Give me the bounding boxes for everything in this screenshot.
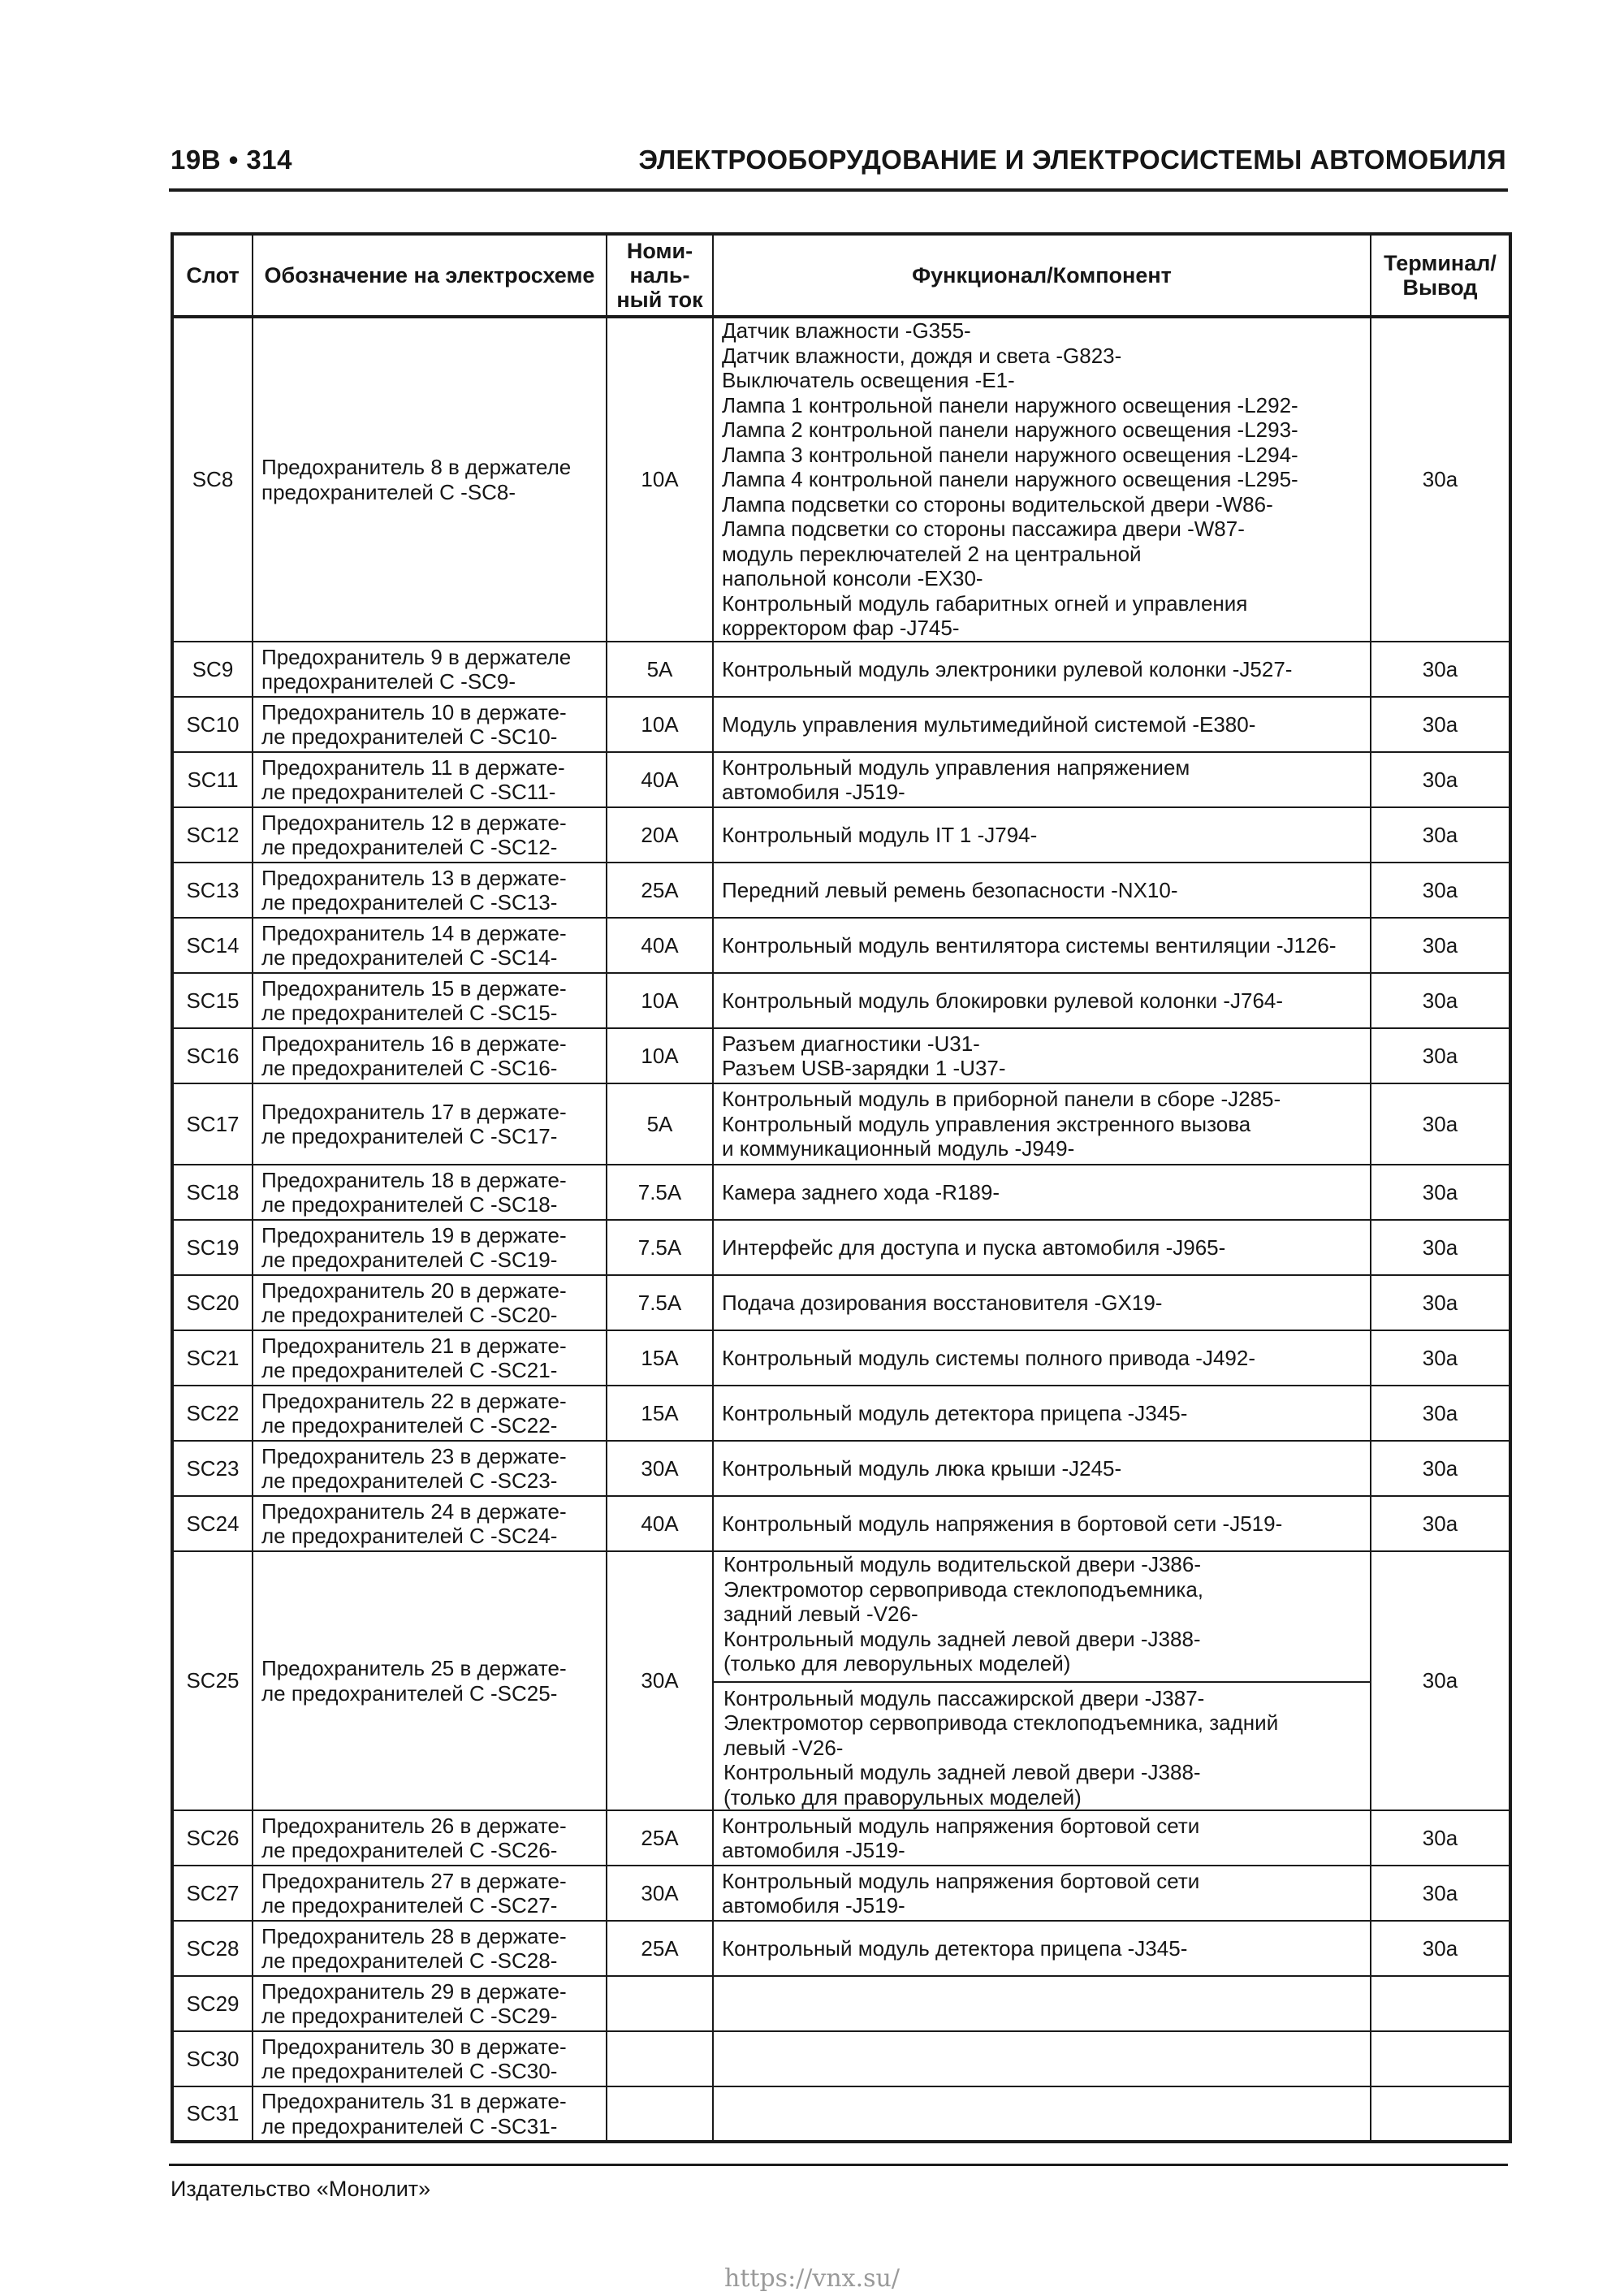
- cell-slot: SC25: [172, 1551, 253, 1810]
- cell-slot: SC16: [172, 1028, 253, 1083]
- cell-designation: Предохранитель 15 в держате- ле предохранителей С -SC15-: [253, 973, 607, 1028]
- cell-designation: Предохранитель 29 в держате- ле предохранителей С -SC29-: [253, 1976, 607, 2031]
- cell-designation: Предохранитель 18 в держате- ле предохранителей С -SC18-: [253, 1165, 607, 1220]
- column-header-current: Номи- наль- ный ток: [607, 234, 713, 317]
- cell-function: Разъем диагностики -U31- Разъем USB-зарядки 1 -U37-: [713, 1028, 1371, 1083]
- fuse-table: [171, 232, 1512, 2143]
- publisher-name: Издательство «Монолит»: [171, 2177, 431, 2201]
- cell-function: Контрольный модуль напряжения в бортовой сети -J519-: [713, 1496, 1371, 1551]
- cell-terminal: 30a: [1371, 1866, 1510, 1921]
- table-row: [172, 863, 1510, 918]
- cell-current: 25A: [607, 1810, 713, 1866]
- cell-terminal: 30a: [1371, 1551, 1510, 1810]
- cell-terminal: [1371, 2086, 1510, 2142]
- cell-designation: Предохранитель 19 в держате- ле предохранителей С -SC19-: [253, 1220, 607, 1275]
- cell-terminal: 30a: [1371, 863, 1510, 918]
- footer-rule: [169, 2164, 1508, 2166]
- table-row: [172, 1386, 1510, 1441]
- table-row: [172, 1165, 1510, 1220]
- cell-slot: SC13: [172, 863, 253, 918]
- cell-slot: SC29: [172, 1976, 253, 2031]
- cell-current: 5A: [607, 1083, 713, 1165]
- cell-terminal: 30a: [1371, 317, 1510, 642]
- cell-current: 10A: [607, 1028, 713, 1083]
- cell-function: [713, 1551, 1371, 1810]
- cell-function: Подача дозирования восстановителя -GX19-: [713, 1275, 1371, 1330]
- cell-terminal: 30a: [1371, 1330, 1510, 1386]
- cell-function: [713, 2086, 1371, 2142]
- cell-current: 30A: [607, 1441, 713, 1496]
- cell-function: [713, 2031, 1371, 2086]
- cell-slot: SC12: [172, 807, 253, 863]
- cell-function: [713, 1976, 1371, 2031]
- cell-terminal: 30a: [1371, 1083, 1510, 1165]
- cell-current: 40A: [607, 918, 713, 973]
- cell-terminal: 30a: [1371, 1275, 1510, 1330]
- table-row: [172, 1330, 1510, 1386]
- table-row: [172, 973, 1510, 1028]
- cell-terminal: 30a: [1371, 642, 1510, 697]
- cell-function: Контрольный модуль блокировки рулевой колонки -J764-: [713, 973, 1371, 1028]
- cell-slot: SC17: [172, 1083, 253, 1165]
- cell-designation: Предохранитель 9 в держателе предохранителей С -SC9-: [253, 642, 607, 697]
- cell-slot: SC21: [172, 1330, 253, 1386]
- watermark-url: https://vnx.su/: [724, 2264, 900, 2293]
- cell-current: 15A: [607, 1386, 713, 1441]
- cell-current: 20A: [607, 807, 713, 863]
- cell-terminal: [1371, 1976, 1510, 2031]
- cell-terminal: 30a: [1371, 973, 1510, 1028]
- table-row: [172, 1275, 1510, 1330]
- cell-function: Модуль управления мультимедийной системой -E380-: [713, 697, 1371, 752]
- cell-designation: Предохранитель 20 в держате- ле предохранителей С -SC20-: [253, 1275, 607, 1330]
- page-chapter-title: ЭЛЕКТРООБОРУДОВАНИЕ И ЭЛЕКТРОСИСТЕМЫ АВТОМОБИЛЯ: [638, 145, 1506, 175]
- cell-terminal: [1371, 2031, 1510, 2086]
- cell-slot: SC14: [172, 918, 253, 973]
- cell-terminal: 30a: [1371, 697, 1510, 752]
- cell-function: Датчик влажности -G355- Датчик влажности, дождя и света -G823- Выключатель освещения -E1- Лампа 1 контрольной панели наружного освещения -L292- Лампа 2 контрольной панели наружного освещения -L293- Лампа 3 контрольной панели наружного освещения -L294- Лампа 4 контрольной панели наружного освещения -L295- Лампа подсветки со стороны водительской двери -W86- Лампа подсветки со стороны пассажира двери -W87- модуль переключателей 2 на центральной напольной консоли -EX30- Контрольный модуль габаритных огней и управления корректором фар -J745-: [713, 317, 1371, 642]
- cell-function: Контрольный модуль детектора прицепа -J345-: [713, 1921, 1371, 1976]
- cell-current: [607, 2086, 713, 2142]
- cell-function: Контрольный модуль люка крыши -J245-: [713, 1441, 1371, 1496]
- cell-terminal: 30a: [1371, 1441, 1510, 1496]
- cell-function: Контрольный модуль электроники рулевой колонки -J527-: [713, 642, 1371, 697]
- cell-slot: SC18: [172, 1165, 253, 1220]
- cell-designation: Предохранитель 30 в держате- ле предохранителей С -SC30-: [253, 2031, 607, 2086]
- function-variant-lhd: Контрольный модуль водительской двери -J386- Электромотор сервопривода стеклоподъемника, задний левый -V26- Контрольный модуль задней левой двери -J388- (только для леворульных моделей): [714, 1552, 1370, 1683]
- table-row: [172, 1921, 1510, 1976]
- cell-slot: SC11: [172, 752, 253, 807]
- cell-function: Контрольный модуль в приборной панели в сборе -J285- Контрольный модуль управления экстренного вызова и коммуникационный модуль -J949-: [713, 1083, 1371, 1165]
- cell-current: 25A: [607, 1921, 713, 1976]
- cell-function: Контрольный модуль детектора прицепа -J345-: [713, 1386, 1371, 1441]
- table-row: [172, 642, 1510, 697]
- column-header-slot: Слот: [172, 234, 253, 317]
- cell-terminal: 30a: [1371, 1921, 1510, 1976]
- cell-slot: SC26: [172, 1810, 253, 1866]
- column-header-designation: Обозначение на электросхеме: [253, 234, 607, 317]
- table-row: [172, 697, 1510, 752]
- function-variant-rhd: Контрольный модуль пассажирской двери -J387- Электромотор сервопривода стеклоподъемника, задний левый -V26- Контрольный модуль задней левой двери -J388- (только для праворульных моделей): [723, 1685, 1279, 1810]
- cell-terminal: 30a: [1371, 1810, 1510, 1866]
- cell-function: Интерфейс для доступа и пуска автомобиля -J965-: [713, 1220, 1371, 1275]
- cell-current: 10A: [607, 973, 713, 1028]
- cell-terminal: 30a: [1371, 807, 1510, 863]
- cell-designation: Предохранитель 12 в держате- ле предохранителей С -SC12-: [253, 807, 607, 863]
- cell-slot: SC8: [172, 317, 253, 642]
- cell-current: 7.5A: [607, 1165, 713, 1220]
- cell-slot: SC10: [172, 697, 253, 752]
- cell-current: 30A: [607, 1551, 713, 1810]
- cell-function: Камера заднего хода -R189-: [713, 1165, 1371, 1220]
- cell-slot: SC23: [172, 1441, 253, 1496]
- cell-current: 7.5A: [607, 1220, 713, 1275]
- cell-slot: SC30: [172, 2031, 253, 2086]
- cell-terminal: 30a: [1371, 1165, 1510, 1220]
- header-rule: [169, 188, 1508, 192]
- cell-current: [607, 2031, 713, 2086]
- cell-slot: SC28: [172, 1921, 253, 1976]
- column-header-function: Функционал/Компонент: [713, 234, 1371, 317]
- table-row: [172, 1220, 1510, 1275]
- cell-current: 40A: [607, 1496, 713, 1551]
- cell-slot: SC22: [172, 1386, 253, 1441]
- cell-function: Контрольный модуль вентилятора системы вентиляции -J126-: [713, 918, 1371, 973]
- cell-function: Контрольный модуль напряжения бортовой сети автомобиля -J519-: [713, 1810, 1371, 1866]
- cell-slot: SC20: [172, 1275, 253, 1330]
- cell-designation: Предохранитель 22 в держате- ле предохранителей С -SC22-: [253, 1386, 607, 1441]
- cell-designation: Предохранитель 26 в держате- ле предохранителей С -SC26-: [253, 1810, 607, 1866]
- cell-slot: SC15: [172, 973, 253, 1028]
- cell-designation: Предохранитель 25 в держате- ле предохранителей С -SC25-: [253, 1551, 607, 1810]
- cell-designation: Предохранитель 21 в держате- ле предохранителей С -SC21-: [253, 1330, 607, 1386]
- table-row: [172, 1866, 1510, 1921]
- cell-designation: Предохранитель 14 в держате- ле предохранителей С -SC14-: [253, 918, 607, 973]
- cell-designation: Предохранитель 16 в держате- ле предохранителей С -SC16-: [253, 1028, 607, 1083]
- table-row: [172, 1028, 1510, 1083]
- table-row: [172, 1976, 1510, 2031]
- cell-terminal: 30a: [1371, 1220, 1510, 1275]
- table-row: [172, 1496, 1510, 1551]
- table-row: [172, 752, 1510, 807]
- cell-designation: Предохранитель 23 в держате- ле предохранителей С -SC23-: [253, 1441, 607, 1496]
- cell-terminal: 30a: [1371, 1028, 1510, 1083]
- table-row: [172, 1551, 1510, 1810]
- table-row: [172, 2031, 1510, 2086]
- cell-current: 30A: [607, 1866, 713, 1921]
- cell-current: 15A: [607, 1330, 713, 1386]
- cell-current: 10A: [607, 697, 713, 752]
- cell-current: 10A: [607, 317, 713, 642]
- page-section-number: 19B • 314: [171, 145, 292, 175]
- cell-current: [607, 1976, 713, 2031]
- cell-slot: SC19: [172, 1220, 253, 1275]
- table-row: [172, 918, 1510, 973]
- cell-current: 25A: [607, 863, 713, 918]
- cell-designation: Предохранитель 13 в держате- ле предохранителей С -SC13-: [253, 863, 607, 918]
- cell-slot: SC24: [172, 1496, 253, 1551]
- cell-terminal: 30a: [1371, 752, 1510, 807]
- cell-designation: Предохранитель 10 в держате- ле предохранителей С -SC10-: [253, 697, 607, 752]
- table-header-row: [172, 234, 1510, 317]
- cell-designation: Предохранитель 28 в держате- ле предохранителей С -SC28-: [253, 1921, 607, 1976]
- column-header-terminal: Терминал/ Вывод: [1371, 234, 1510, 317]
- table-body: [172, 317, 1510, 2142]
- table-row: [172, 807, 1510, 863]
- cell-current: 5A: [607, 642, 713, 697]
- cell-current: 7.5A: [607, 1275, 713, 1330]
- table-row: [172, 1083, 1510, 1165]
- cell-terminal: 30a: [1371, 1496, 1510, 1551]
- cell-designation: Предохранитель 27 в держате- ле предохранителей С -SC27-: [253, 1866, 607, 1921]
- cell-designation: Предохранитель 8 в держателе предохранителей С -SC8-: [253, 317, 607, 642]
- table-row: [172, 2086, 1510, 2142]
- cell-designation: Предохранитель 24 в держате- ле предохранителей С -SC24-: [253, 1496, 607, 1551]
- cell-slot: SC9: [172, 642, 253, 697]
- cell-function: Передний левый ремень безопасности -NX10-: [713, 863, 1371, 918]
- cell-function: Контрольный модуль системы полного привода -J492-: [713, 1330, 1371, 1386]
- cell-terminal: 30a: [1371, 918, 1510, 973]
- table-row: [172, 317, 1510, 642]
- cell-slot: SC27: [172, 1866, 253, 1921]
- cell-designation: Предохранитель 17 в держате- ле предохранителей С -SC17-: [253, 1083, 607, 1165]
- cell-current: 40A: [607, 752, 713, 807]
- cell-designation: Предохранитель 31 в держате- ле предохранителей С -SC31-: [253, 2086, 607, 2142]
- cell-slot: SC31: [172, 2086, 253, 2142]
- table-row: [172, 1810, 1510, 1866]
- table-row: [172, 1441, 1510, 1496]
- cell-terminal: 30a: [1371, 1386, 1510, 1441]
- cell-function: Контрольный модуль управления напряжением автомобиля -J519-: [713, 752, 1371, 807]
- cell-function: Контрольный модуль IT 1 -J794-: [713, 807, 1371, 863]
- cell-function: Контрольный модуль напряжения бортовой сети автомобиля -J519-: [713, 1866, 1371, 1921]
- cell-designation: Предохранитель 11 в держате- ле предохранителей С -SC11-: [253, 752, 607, 807]
